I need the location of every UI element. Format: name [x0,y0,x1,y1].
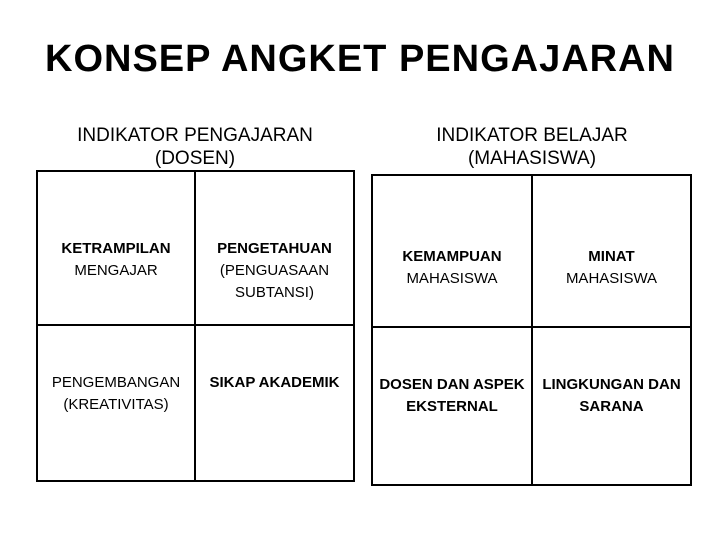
cell-line1: PENGETAHUAN [217,240,332,257]
cell-line3: SUBTANSI) [235,284,314,301]
cell-pengetahuan [194,238,355,304]
cell-line1: DOSEN DAN ASPEK [379,376,525,393]
right-indicator-grid [371,174,692,486]
left-heading-line2: (DOSEN) [154,148,236,169]
page-title: KONSEP ANGKET PENGAJARAN [45,38,675,80]
cell-minat-mahasiswa [531,246,692,290]
cell-line1: LINGKUNGAN DAN [542,376,681,393]
cell-kemampuan-mahasiswa [373,246,531,290]
cell-dosen-aspek-eksternal [373,374,531,418]
right-heading-line1: INDIKATOR BELAJAR [436,125,628,146]
cell-pengembangan [38,372,194,416]
cell-line1: KETRAMPILAN [61,240,171,257]
right-group-heading [372,124,692,170]
right-grid-vertical-divider [531,176,533,484]
cell-line2: (PENGUASAAN [219,262,330,279]
cell-line2: MAHASISWA [406,270,498,287]
cell-line1: SIKAP AKADEMIK [209,374,340,391]
cell-line1: MINAT [588,248,635,265]
cell-lingkungan-sarana [531,374,692,418]
cell-ketrampilan-mengajar [38,238,194,282]
cell-line2: MENGAJAR [74,262,158,279]
cell-sikap-akademik [194,372,355,394]
left-grid-vertical-divider [194,172,196,480]
cell-line2: EKSTERNAL [406,398,498,415]
cell-line2: MAHASISWA [565,270,658,287]
left-indicator-grid [36,170,355,482]
cell-line1: PENGEMBANGAN [51,374,181,391]
cell-line2: (KREATIVITAS) [63,396,169,413]
cell-line2: SARANA [579,398,644,415]
left-heading-line1: INDIKATOR PENGAJARAN [77,125,313,146]
right-heading-line2: (MAHASISWA) [467,148,597,169]
cell-line1: KEMAMPUAN [402,248,502,265]
left-group-heading [36,124,354,170]
